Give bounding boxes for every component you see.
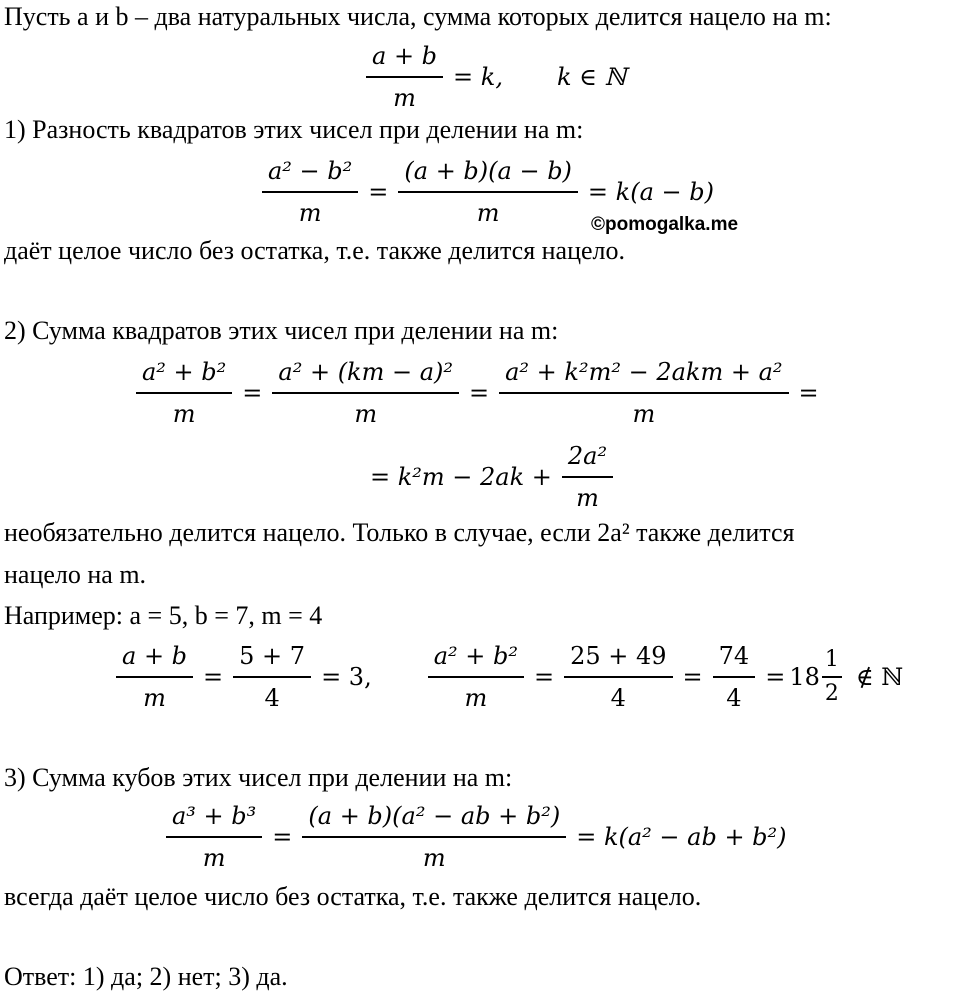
equals-sign: = xyxy=(469,379,490,407)
denominator: 4 xyxy=(610,684,626,712)
equals-sign: = xyxy=(368,178,389,206)
part1-title: 1) Разность квадратов этих чисел при делении на m: xyxy=(4,115,584,144)
part2-example: Например: a = 5, b = 7, m = 4 xyxy=(4,601,323,630)
fraction xyxy=(713,640,756,714)
fraction xyxy=(562,440,613,514)
denominator: 2 xyxy=(824,681,839,706)
numerator: a + b xyxy=(116,640,193,678)
equals-sign: = xyxy=(242,379,263,407)
numerator: a² + k²m² − 2akm + a² xyxy=(499,356,788,394)
equals-sign: = xyxy=(272,823,293,851)
answer-text: Ответ: 1) да; 2) нет; 3) да. xyxy=(4,962,288,991)
watermark: ©pomogalka.me xyxy=(591,214,739,235)
fraction xyxy=(302,800,566,874)
denominator: m xyxy=(576,484,599,512)
numerator: a² + b² xyxy=(428,640,524,678)
fraction xyxy=(398,155,578,229)
denominator: m xyxy=(202,844,226,872)
part2-equation-line1 xyxy=(130,356,823,430)
denominator: 4 xyxy=(264,684,280,712)
denominator: 4 xyxy=(726,684,742,712)
denominator: m xyxy=(298,199,322,227)
equals-sign: = xyxy=(533,663,555,691)
intro-text: Пусть a и b – два натуральных числа, сумма которых делится нацело на m: xyxy=(4,2,832,31)
fraction xyxy=(366,40,443,114)
numerator: 5 + 7 xyxy=(233,640,311,678)
not-element-of: ∉ ℕ xyxy=(855,663,904,691)
numerator: (a + b)(a² − ab + b²) xyxy=(302,800,566,838)
fraction xyxy=(262,155,358,229)
fraction xyxy=(428,640,524,714)
numerator: (a + b)(a − b) xyxy=(398,155,578,193)
denominator: m xyxy=(464,684,488,712)
fraction xyxy=(564,640,672,714)
denominator: m xyxy=(172,400,196,428)
numerator: 2a² xyxy=(562,440,613,478)
denominator: m xyxy=(632,400,656,428)
equation-rhs: = k(a − b) xyxy=(587,178,714,206)
equals-sign: = xyxy=(765,663,786,691)
denominator: m xyxy=(143,684,166,712)
fraction xyxy=(499,356,788,430)
part3-title: 3) Сумма кубов этих чисел при делении на m: xyxy=(4,763,513,792)
fraction xyxy=(116,640,193,714)
numerator: a² + b² xyxy=(136,356,232,394)
part1-conclusion: даёт целое число без остатка, т.е. также делится нацело. xyxy=(4,236,626,265)
denominator: m xyxy=(393,84,416,112)
numerator: 25 + 49 xyxy=(564,640,672,678)
part2-equation-line2 xyxy=(366,440,619,514)
expression: = k²m − 2ak + xyxy=(370,463,552,491)
fraction xyxy=(136,356,232,430)
result: = 3, xyxy=(321,663,372,691)
numerator: a² + (km − a)² xyxy=(272,356,459,394)
denominator: m xyxy=(422,844,446,872)
equation-rhs: = k(a² − ab + b²) xyxy=(576,823,787,851)
denominator: m xyxy=(354,400,378,428)
part3-equation xyxy=(160,800,791,874)
denominator: m xyxy=(476,199,500,227)
part2-conclusion-line2: нацело на m. xyxy=(4,560,147,589)
numerator: a³ + b³ xyxy=(166,800,262,838)
numerator: 74 xyxy=(713,640,756,678)
numerator: a² − b² xyxy=(262,155,358,193)
equals-sign: = xyxy=(203,663,224,691)
part3-conclusion: всегда даёт целое число без остатка, т.е. также делится нацело. xyxy=(4,882,702,911)
fraction xyxy=(272,356,459,430)
whole-part: 18 xyxy=(789,663,820,691)
equals-sign: = xyxy=(798,379,819,407)
numerator: a + b xyxy=(366,40,443,78)
fraction xyxy=(822,646,842,708)
mixed-number xyxy=(789,646,844,708)
part2-conclusion-line1: необязательно делится нацело. Только в случае, если 2a² также делится xyxy=(4,518,795,547)
part2-example-equation xyxy=(110,640,907,714)
numerator: 1 xyxy=(822,646,842,678)
fraction xyxy=(166,800,262,874)
equation-rhs: = k, xyxy=(453,63,503,91)
fraction xyxy=(233,640,311,714)
part2-title: 2) Сумма квадратов этих чисел при делении на m: xyxy=(4,316,559,345)
equation-sum-divisible xyxy=(360,40,630,114)
condition: k ∈ ℕ xyxy=(556,63,627,91)
equals-sign: = xyxy=(682,663,703,691)
